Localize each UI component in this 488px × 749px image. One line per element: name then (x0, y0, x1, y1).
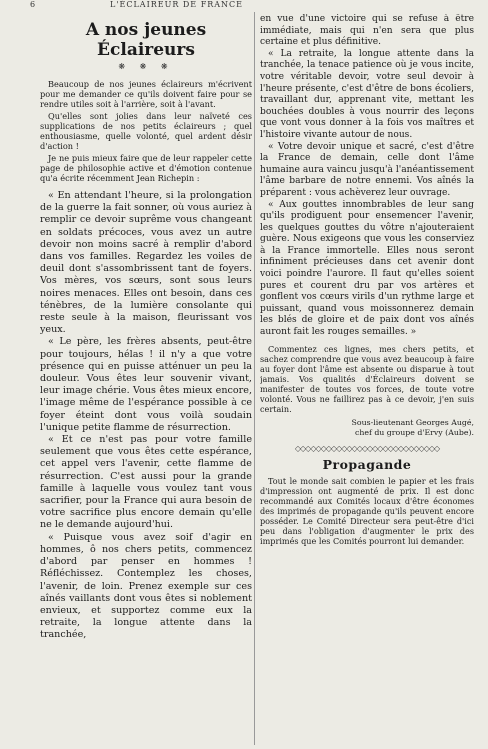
propagande-title: Propagande (322, 456, 412, 472)
intro-paragraph: Beaucoup de nos jeunes éclaireurs m'écrivent pour me demander ce qu'ils doivent faire pour se rendre utiles soit à l'arrière, soit à l'avant. (40, 79, 252, 109)
intro-paragraph: Qu'elles sont jolies dans leur naïveté ces supplications de nos petits éclaireurs ; quel enthousiasme, quelle volonté, quel ardent désir d'action ! (40, 111, 252, 151)
quote-paragraph: « Et ce n'est pas pour votre famille seulement que vous êtes cette espérance, cet appel vers l'avenir, cette flamme de résurrection. C'est aussi pour la grande famille à laquelle vous voulez tant vous sacrifier, pour la France qui aura besoin de votre sacrifice plus encore demain qu'elle ne le demande aujourd'hui. (40, 434, 252, 531)
quote-paragraph: « Le père, les frères absents, peut-être pour toujours, hélas ! il n'y a que votre présence qui en puisse atténuer un peu la douleur. Vous êtes leur souvenir vivant, leur image chérie. Vous êtes mieux encore, l'image même de l'espérance possible à ce foyer éteint dont vous voilà soudain l'unique petite flamme de résurrection. (40, 336, 252, 433)
page-number: 6 (30, 0, 37, 9)
journal-name: L'ÉCLAIREUR DE FRANCE (110, 0, 244, 9)
quote-paragraph: « Votre devoir unique et sacré, c'est d'être la France de demain, celle dont l'âme humaine aura vaincu jusqu'à l'anéantissement l'âme barbare de notre ennemi. Vos aînés la préparent : vous achèverez leur ouvrage. (260, 141, 474, 198)
commentary-paragraph: Commentez ces lignes, mes chers petits, et sachez comprendre que vous avez beaucoup à faire au foyer dont l'âme est absente ou disparue à tout jamais. Vos qualités d'Éclaireurs doivent se manifester de toutes vos forces, de toute votre volonté. Vous ne faillirez pas à ce devoir, j'en suis certain. (260, 343, 474, 414)
right-column (260, 14, 474, 546)
quote-paragraph: « La retraite, la longue attente dans la tranchée, la tenace patience où je vous incite, votre véritable devoir, votre seul devoir à l'heure présente, c'est d'être de bons écoliers, travaillant dur, apprenant vite, mettant les bouchées doubles à vous nourrir des leçons que vont vous donner à la fois vos maîtres et l'histoire vivante autour de nous. (260, 48, 474, 140)
signature-group: chef du groupe d'Ervy (Aube). (354, 427, 474, 437)
quote-paragraph: « En attendant l'heure, si la prolongation de la guerre la fait sonner, où vous auriez à remplir ce devoir suprême vous changeant en soldats précoces, vous avez un autre devoir non moins sacré à remplir d'abord dans vos familles. Regardez les voiles de deuil dont s'assombrissent tant de foyers. Vos mères, vos sœurs, sont sous leurs noires menaces. Elles ont besoin, dans ces ténèbres, de la lumière consolante qui reste seule à la maison, fleurissant vos yeux. (40, 190, 252, 336)
quote-paragraph: « Aux gouttes innombrables de leur sang qu'ils prodiguent pour ensemencer l'avenir, les quelques gouttes du vôtre n'ajouteraient guère. Nous exigeons que vous les conserviez à la France immortelle. Elles nous seront infiniment précieuses dans cet avenir dont voici poindre l'aurore. Il faut qu'elles soient pures et courent dru par vos artères et gonflent vos cœurs virils d'un rythme large et puissant, quand vous moissonnerez demain les blés de gloire et de paix dont vos aînés auront fait les rouges semailles. » (260, 199, 474, 338)
quote-paragraph: en vue d'une victoire qui se refuse à être immédiate, mais qui n'en sera que plus certaine et plus définitive. (260, 14, 474, 48)
column-divider (254, 12, 255, 745)
article-title: A nos jeunes Éclaireurs (85, 20, 207, 60)
left-column (40, 14, 252, 642)
title-ornament: ❋ ❋ ❋ (118, 62, 174, 71)
signature (260, 418, 474, 438)
signature-name: Sous-lieutenant Georges Augé, (351, 417, 474, 427)
quote-paragraph: « Puisque vous avez soif d'agir en hommes, ô nos chers petits, commencez d'abord par penser en hommes ! Réfléchissez. Contemplez les choses, l'avenir, de loin. Prenez exemple sur ces aînés vaillants dont vous êtes si noblement envieux, et supportez comme eux la retraite, la longue attente dans la tranchée, (40, 531, 252, 641)
intro-paragraph: Je ne puis mieux faire que de leur rappeler cette page de philosophie active et d'émotion contenue qu'a écrite récemment Jean Richepin : (40, 153, 252, 183)
running-head (30, 0, 468, 10)
chain-separator: ◇◇◇◇◇◇◇◇◇◇◇◇◇◇◇◇◇◇◇◇◇◇◇◇◇◇◇◇ (294, 443, 440, 453)
propagande-paragraph: Tout le monde sait combien le papier et les frais d'impression ont augmenté de prix. Il est donc recommandé aux Comités locaux d'être économes des imprimés de propagande qu'ils peuvent encore posséder. Le Comité Directeur sera peut-être d'ici peu dans l'obligation d'augmenter le prix des imprimés que les Comités pourront lui demander. (260, 475, 474, 546)
